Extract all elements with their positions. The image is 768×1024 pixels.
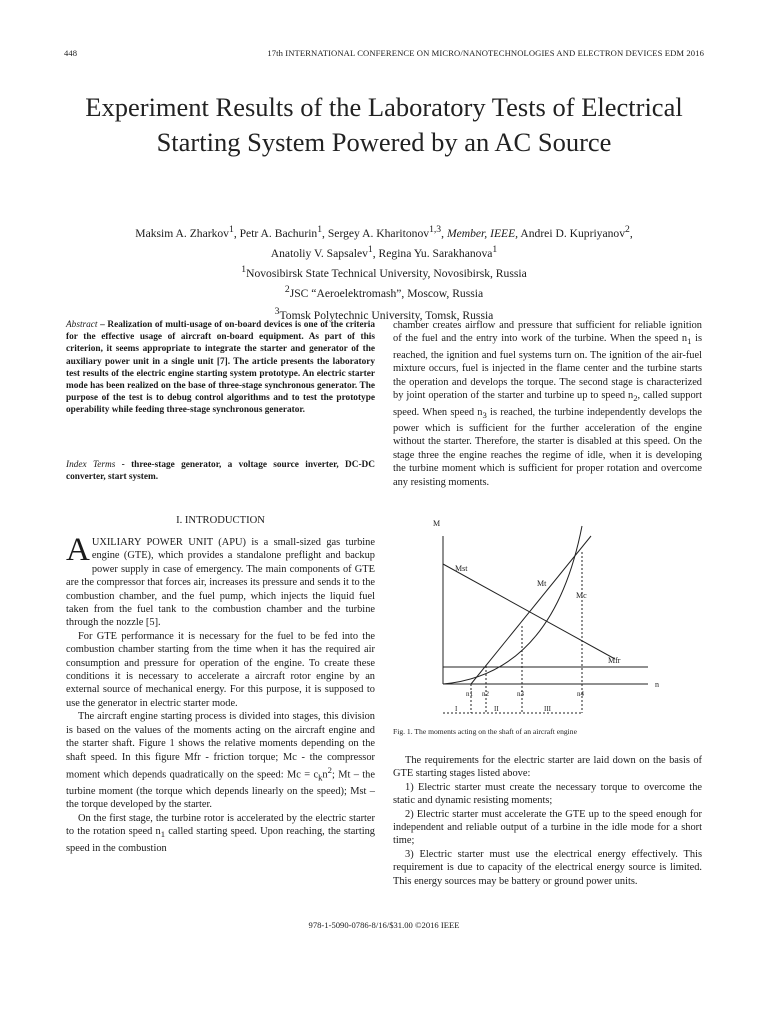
index-terms (66, 459, 375, 483)
introduction-body (66, 532, 376, 855)
abstract-label: Abstract (66, 320, 98, 330)
mfr-label: Mfr (608, 656, 621, 665)
tick-n4: n4 (577, 690, 584, 698)
index-terms-label: Index Terms (66, 460, 116, 470)
y-axis-label: M (433, 519, 441, 528)
figure-caption: Fig. 1. The moments acting on the shaft of an aircraft engine (393, 727, 577, 736)
abstract (66, 319, 375, 417)
mt-curve (471, 536, 591, 684)
paragraph: 2) Electric starter must accelerate the GTE up to the speed enough for independent and reliable output of a turbine in the idle mode for a short time; (393, 808, 702, 847)
figure-1 (393, 516, 702, 728)
affiliation-3: $^3$Tomsk Polytechnic University, Tomsk, Russia (274, 306, 494, 323)
right-column-text (393, 319, 702, 489)
section-heading: I. INTRODUCTION (176, 515, 265, 526)
stage-1: I (455, 705, 458, 713)
mst-label: Mst (455, 564, 468, 573)
page-number: 448 (64, 48, 78, 58)
paragraph: The aircraft engine starting process is divided into stages, this division is based on the values of the moments acting on the aircraft engine and the starter shaft. Figure 1 shows the relative moments depending on the shaft speed. In this figure Mfr - friction torque; Mc - the compressor moment which depends quadratically on the speed: $Mc = c_kn^2$; Mt – the turbine moment (the torque which depends linearly on the speed); Mst – the torque developed by the starter. (66, 711, 375, 811)
stage-2: II (494, 705, 499, 713)
drop-cap: A (66, 532, 90, 568)
paragraph: For GTE performance it is necessary for the fuel to be fed into the combustion chamber starting from the time when it has the required air consumption and pressure for operation of the engine. To create these conditions it is necessary to accelerate a aircraft rotor engine by an external source of mechanical energy. For this purpose, it is supposed to use the generator in electric starter mode. (66, 630, 375, 709)
mc-label: Mc (576, 591, 587, 600)
running-header: 17th INTERNATIONAL CONFERENCE ON MICRO/NANOTECHNOLOGIES AND ELECTRON DEVICES EDM 2016 (267, 48, 704, 58)
torque-speed-diagram (393, 516, 702, 728)
paragraph: The requirements for the electric starter are laid down on the basis of GTE starting stages listed above: (393, 755, 702, 780)
x-axis-label: n (655, 680, 659, 689)
member-ieee: Member, IEEE, (446, 226, 519, 240)
stage-3: III (544, 705, 551, 713)
paragraph: chamber creates airflow and pressure that sufficient for reliable ignition of the fuel and the entry into work of the turbine. When the speed $n_1$ is reached, the ignition and fuel systems turn on. The ignition of the air-fuel mixture occurs, fuel is injected in the flame center and the turbine starts the operation and develops the torque. The second stage is characterized by joint operation of the starter and turbine up to speed $n_2$, called support speed. When speed $n_3$ is reached, the turbine independently develops the power which is sufficient for the further acceleration of the engine without the starter. Therefore, the starter is disabled at this speed. On the stage three the engine reaches the regime of idle, when it is developing the turbine moment which is sufficient for proper rotation and overcome any resisting moments. (393, 320, 703, 488)
paper-title: Experiment Results of the Laboratory Tests of Electrical Starting System Powered by an AC Source (85, 92, 683, 157)
mc-curve (443, 526, 582, 684)
author-block (60, 222, 708, 324)
tick-n2: n2 (482, 690, 489, 698)
paragraph: 1) Electric starter must create the necessary torque to overcome the static and dynamic resisting moments; (393, 781, 702, 807)
tick-n3: n3 (517, 690, 524, 698)
author-line-2: Anatoliy V. Sapsalev$^1$, Regina Yu. Sarakhanova$^1$ (270, 243, 498, 260)
copyright-footer: 978-1-5090-0786-8/16/$31.00 ©2016 IEEE (308, 920, 460, 930)
author-line-1: Maksim A. Zharkov$^1$, Petr A. Bachurin$^1$, Sergey A. Kharitonov$^{1,3}$, Member, IEEE, Andrei D. Kupriyanov$^2$, (135, 224, 633, 240)
mt-label: Mt (537, 579, 547, 588)
tick-n1: n1 (466, 690, 473, 698)
paragraph: 3) Electric starter must use the electrical energy effectively. This requirement is due to capacity of the electrical energy source is limited. This energy sources may be battery or ground power units. (393, 848, 702, 887)
paragraph: On the first stage, the turbine rotor is accelerated by the electric starter to the rotation speed $n_1$ called starting speed. Upon reaching, the starting speed in the combustion (66, 812, 376, 854)
mst-curve (443, 564, 615, 659)
abstract-text: – Realization of multi-usage of on-board devices is one of the criteria for the effective usage of aircraft on-board equipment. As part of this criterion, it seems appropriate to integrate the starter and generator of the auxiliary power unit in a single unit [7]. The article presents the laboratory test results of the electric engine starting system prototype. An electric starter mode has been realized on the base of three-stage synchronous generator. The purpose of the test is to debug control algorithms and to test the prototype operability while feeding three-stage synchronous generator. (66, 320, 375, 416)
paragraph: AUXILIARY POWER UNIT (APU) is a small-sized gas turbine engine (GTE), which provides a standalone preflight and backup power supply in case of emergency. The main components of GTE are the compressor that forces air, increases its pressure and sends it to the combustion chamber, and the fuel pump, which injects the liquid fuel taken from the fuel tank to the combustion chamber and the turbine through the nozzle [5]. (66, 532, 375, 629)
index-terms-text: - three-stage generator, a voltage source inverter, DC-DC converter, start system. (66, 460, 375, 483)
requirements-text (393, 754, 702, 888)
affiliation-2: $^2$JSC “Aeroelektromash”, Moscow, Russia (284, 283, 484, 300)
affiliation-1: $^1$Novosibirsk State Technical University, Novosibirsk, Russia (241, 263, 527, 280)
